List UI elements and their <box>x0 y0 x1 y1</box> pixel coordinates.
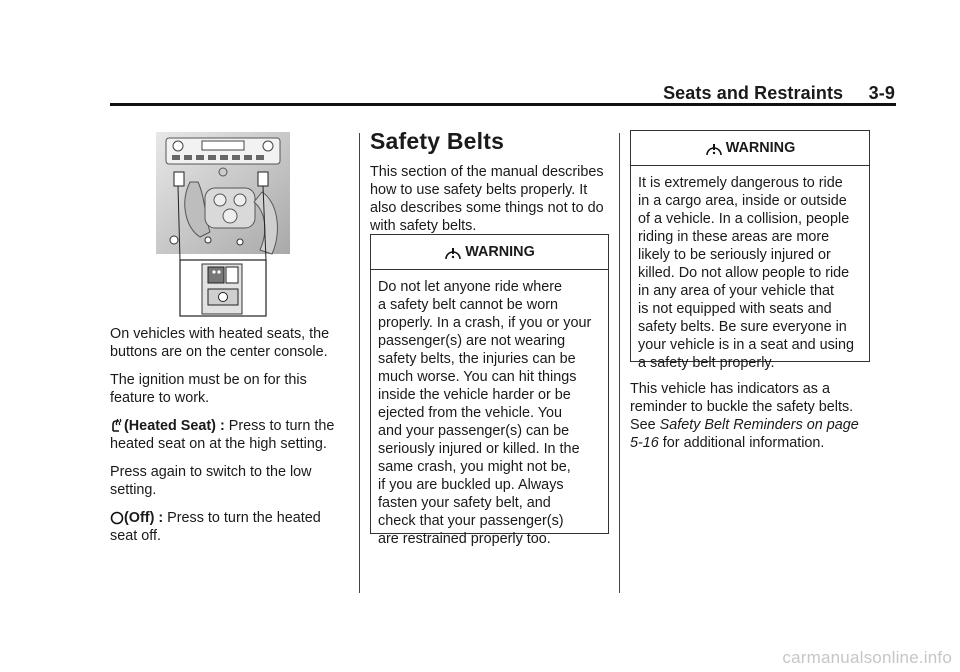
warning-line: in any area of your vehicle that <box>638 283 834 299</box>
left-column <box>110 325 350 555</box>
warning-header <box>371 235 608 270</box>
warning-icon <box>705 139 723 157</box>
warning-line: if you are buckled up. Always <box>378 477 564 493</box>
heated-seat-icon <box>110 417 124 433</box>
console-seat-buttons-illustration <box>150 132 296 318</box>
warning-line: a safety belt cannot be worn <box>378 297 558 313</box>
heated-seat-term: (Heated Seat) : <box>124 418 225 434</box>
warning-line: in a cargo area, inside or outside <box>638 193 847 209</box>
heated-seat-desc: Press to turn the heated seat on at the high setting. <box>110 418 335 452</box>
warning-text <box>371 270 608 554</box>
warning-header <box>631 131 869 166</box>
header-title: Seats and Restraints <box>663 83 844 103</box>
warning-line: of a vehicle. In a collision, people <box>638 211 850 227</box>
off-circle-icon <box>110 511 124 525</box>
warning-line: safety belts. Be sure everyone in <box>638 319 847 335</box>
intro-paragraph: This section of the manual describes how to use safety belts properly. It also describes some things not to do with safety belts. <box>370 164 604 234</box>
off-term: (Off) : <box>124 510 164 526</box>
press-again-note: Press again to switch to the low setting. <box>110 464 312 498</box>
warning-line: and your passenger(s) can be <box>378 423 570 439</box>
cross-reference-link[interactable]: Safety Belt Reminders on page 5-16 <box>630 417 859 451</box>
warning-line: passenger(s) are not wearing <box>378 333 566 349</box>
warning-line: check that your passenger(s) <box>378 513 564 529</box>
heated-seat-item <box>110 417 350 453</box>
warning-line: your vehicle is in a seat and using <box>638 337 854 353</box>
reminder-text: This vehicle has indicators as a reminder to buckle the safety belts. See <box>630 381 854 433</box>
middle-intro <box>370 163 606 245</box>
warning-line: safety belts, the injuries can be <box>378 351 576 367</box>
figure-caption: On vehicles with heated seats, the buttons are on the center console. <box>110 326 330 360</box>
warning-line: riding in these areas are more <box>638 229 830 245</box>
warning-line: is not equipped with seats and <box>638 301 832 317</box>
off-item <box>110 509 350 545</box>
warning-line: are restrained properly too. <box>378 531 551 547</box>
warning-label: WARNING <box>725 140 796 156</box>
page-header <box>540 83 895 104</box>
warning-line: same crash, you might not be, <box>378 459 571 475</box>
section-title: Safety Belts <box>370 128 505 154</box>
column-divider-right <box>619 133 620 593</box>
off-desc: Press to turn the heated seat off. <box>110 510 321 544</box>
column-divider-left <box>359 133 360 593</box>
warning-line: seriously injured or killed. In the <box>378 441 580 457</box>
warning-line: Do not let anyone ride where <box>378 279 562 295</box>
warning-label: WARNING <box>465 244 535 260</box>
warning-line: killed. Do not allow people to ride <box>638 265 850 281</box>
ignition-note: The ignition must be on for this feature to work. <box>110 372 307 406</box>
warning-line: properly. In a crash, if you or your <box>378 315 592 331</box>
warning-line: inside the vehicle harder or be <box>378 387 571 403</box>
watermark: carmanualsonline.info <box>782 648 952 667</box>
reminder-paragraph <box>630 380 870 452</box>
header-rule <box>110 103 896 106</box>
warning-text <box>631 166 869 378</box>
warning-box-safety-belts <box>370 234 609 547</box>
warning-line: ejected from the vehicle. You <box>378 405 562 421</box>
warning-icon <box>444 243 462 261</box>
reminder-text-end: for additional information. <box>658 435 825 451</box>
warning-line: much worse. You can hit things <box>378 369 577 385</box>
header-page-number: 3-9 <box>868 83 895 103</box>
warning-line: It is extremely dangerous to ride <box>638 175 843 191</box>
warning-line: fasten your safety belt, and <box>378 495 551 511</box>
right-column-text <box>630 380 870 462</box>
warning-line: a safety belt properly. <box>638 355 775 371</box>
warning-box-cargo-area <box>630 130 870 371</box>
warning-line: likely to be seriously injured or <box>638 247 831 263</box>
